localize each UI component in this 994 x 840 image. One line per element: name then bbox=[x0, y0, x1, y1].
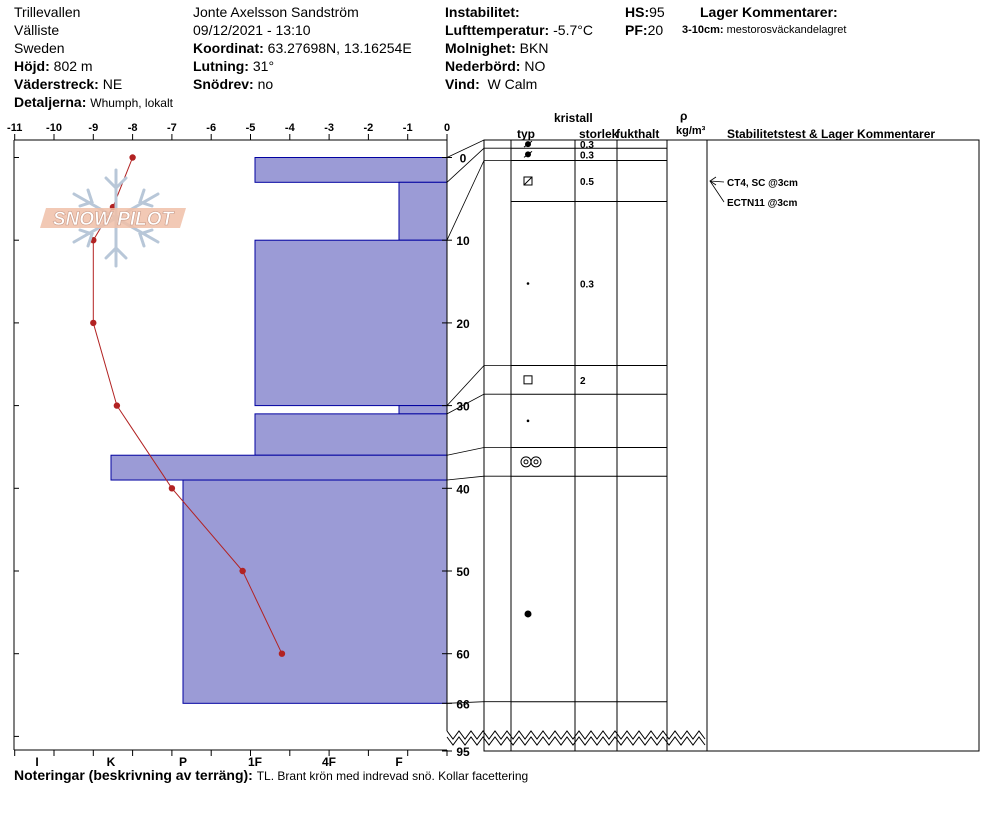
temp-tick-label: -7 bbox=[167, 122, 177, 134]
temp-tick-label: 0 bbox=[443, 122, 451, 134]
aspect-value: NE bbox=[102, 76, 123, 92]
temperature-point bbox=[169, 485, 175, 491]
air-temp-value: -5.7°C bbox=[553, 22, 593, 38]
density-unit: kg/m³ bbox=[676, 125, 706, 137]
slope-label: Lutning: bbox=[193, 58, 249, 74]
wind-loading-label: Snödrev: bbox=[193, 76, 254, 92]
temp-tick-label: -5 bbox=[245, 122, 256, 134]
stability-test-pointer bbox=[710, 181, 724, 202]
break-line bbox=[447, 737, 705, 745]
temp-tick-label: -8 bbox=[127, 122, 138, 134]
sky-label: Molnighet: bbox=[445, 40, 516, 56]
grain-size-label: 0.3 bbox=[580, 150, 594, 162]
notes-label: Noteringar (beskrivning av terräng): bbox=[14, 767, 253, 783]
depth-tick-label: 50 bbox=[456, 565, 470, 579]
temperature-point bbox=[129, 154, 135, 160]
depth-tick-label: 30 bbox=[456, 399, 470, 414]
melt-form-icon bbox=[531, 457, 541, 467]
stability-tests bbox=[710, 177, 798, 209]
grain-size-label: 0.3 bbox=[580, 140, 594, 152]
temperature-point bbox=[90, 320, 96, 326]
location-name: Trillevallen bbox=[14, 4, 81, 20]
precip-label: Nederbörd: bbox=[445, 58, 521, 74]
hardness-label: K bbox=[106, 755, 116, 769]
temp-tick-label: -9 bbox=[88, 122, 99, 134]
details-value: Whumph, lokalt bbox=[90, 96, 173, 110]
country: Sweden bbox=[14, 40, 65, 56]
hardness-layer bbox=[255, 240, 447, 405]
temp-tick-label: -10 bbox=[46, 122, 62, 134]
depth-tick-label: 40 bbox=[456, 482, 470, 497]
melt-form-icon bbox=[521, 457, 531, 467]
elevation-label: Höjd: bbox=[14, 58, 50, 74]
layer-comment-text: mestorosväckandelagret bbox=[726, 24, 847, 36]
hardness-label: 1F bbox=[247, 755, 263, 769]
row-connector bbox=[447, 140, 511, 158]
crystal-header: kristall bbox=[554, 111, 593, 125]
hardness-layer bbox=[255, 158, 447, 183]
layer-comment-range: 3-10cm: bbox=[682, 24, 724, 36]
hs-label: HS: bbox=[625, 4, 650, 20]
hardness-layer bbox=[183, 480, 447, 703]
hardness-label: P bbox=[178, 755, 188, 769]
temperature-point bbox=[279, 651, 285, 657]
row-connector bbox=[447, 161, 511, 241]
stability-header: Stabilitetstest & Lager Kommentarer bbox=[727, 127, 936, 141]
pf-value: 20 bbox=[647, 22, 664, 38]
hardness-layer bbox=[399, 406, 447, 414]
sky-value: BKN bbox=[519, 40, 549, 56]
temperature-point bbox=[114, 402, 120, 408]
wind-value: W Calm bbox=[487, 76, 538, 92]
hardness-label: F bbox=[395, 755, 403, 769]
hardness-layer bbox=[399, 182, 447, 240]
temp-tick-label: -2 bbox=[363, 122, 374, 134]
depth-tick-label: 0 bbox=[459, 151, 467, 166]
air-temp-label: Lufttemperatur: bbox=[445, 22, 550, 38]
melt-form-icon-inner bbox=[524, 460, 528, 464]
terrain-notes bbox=[14, 767, 528, 784]
stability-test-label: CT4, SC @3cm bbox=[727, 178, 798, 189]
faceted-grain-icon bbox=[524, 376, 532, 384]
hs-value: 95 bbox=[649, 4, 665, 20]
precip-value: NO bbox=[524, 58, 546, 74]
temp-tick-label: -6 bbox=[206, 122, 217, 134]
type-header: typ bbox=[517, 127, 535, 141]
slope-value: 31° bbox=[252, 58, 275, 74]
snowpilot-logo bbox=[36, 168, 196, 268]
temperature-point bbox=[239, 568, 245, 574]
depth-tick-label: 95 bbox=[456, 745, 470, 759]
depth-tick-label: 20 bbox=[456, 316, 470, 331]
layer-comments-label: Lager Kommentarer: bbox=[700, 4, 838, 20]
coord-label: Koordinat: bbox=[193, 40, 264, 56]
break-line bbox=[447, 731, 705, 739]
rounded-grain-icon bbox=[525, 610, 532, 617]
temp-tick-label: -3 bbox=[324, 122, 334, 134]
grain-size-label: 0.5 bbox=[580, 177, 594, 188]
grain-size-label: 2 bbox=[580, 375, 586, 387]
small-grain-icon bbox=[527, 282, 530, 285]
hardness-label: 4F bbox=[321, 755, 337, 769]
depth-tick-label: 66 bbox=[456, 697, 470, 712]
coord-value: 63.27698N, 13.16254E bbox=[267, 40, 412, 56]
crystal-table bbox=[447, 140, 979, 751]
small-grain-icon bbox=[527, 420, 530, 423]
hardness-layer bbox=[255, 414, 447, 455]
depth-tick-label: 10 bbox=[456, 234, 470, 249]
melt-form-icon-inner bbox=[534, 460, 538, 464]
temp-tick-label: -1 bbox=[402, 122, 413, 134]
observer: Jonte Axelsson Sandström bbox=[193, 4, 359, 20]
faceted-rounded-stroke bbox=[524, 177, 532, 185]
logo-text: SNOW PILOT bbox=[52, 209, 174, 230]
notes-text: TL. Brant krön med indrevad snö. Kollar facettering bbox=[256, 769, 529, 783]
hardness-label: I bbox=[35, 755, 39, 769]
instability-label: Instabilitet: bbox=[445, 4, 520, 20]
elevation-value: 802 m bbox=[53, 58, 93, 74]
depth-tick-label: 60 bbox=[456, 647, 470, 662]
moisture-header: fukthalt bbox=[616, 127, 660, 141]
row-connector bbox=[447, 476, 511, 480]
region: Välliste bbox=[14, 22, 60, 38]
hardness-layer bbox=[111, 455, 447, 480]
datetime: 09/12/2021 - 13:10 bbox=[193, 22, 311, 38]
size-header: storlek bbox=[579, 127, 619, 141]
table-frame bbox=[484, 140, 979, 751]
rho-header: ρ bbox=[680, 109, 688, 123]
wind-label: Vind: bbox=[445, 76, 480, 92]
stability-test-pointer bbox=[710, 181, 724, 182]
temp-tick-label: -11 bbox=[7, 122, 23, 134]
stability-test-label: ECTN11 @3cm bbox=[727, 198, 798, 209]
pf-label: PF: bbox=[625, 22, 648, 38]
grain-size-label: 0.3 bbox=[580, 279, 594, 291]
aspect-label: Väderstreck: bbox=[14, 76, 99, 92]
details-label: Detaljerna: bbox=[14, 94, 87, 110]
temp-tick-label: -4 bbox=[284, 122, 295, 134]
row-connector bbox=[447, 448, 511, 456]
wind-loading-value: no bbox=[257, 76, 274, 92]
